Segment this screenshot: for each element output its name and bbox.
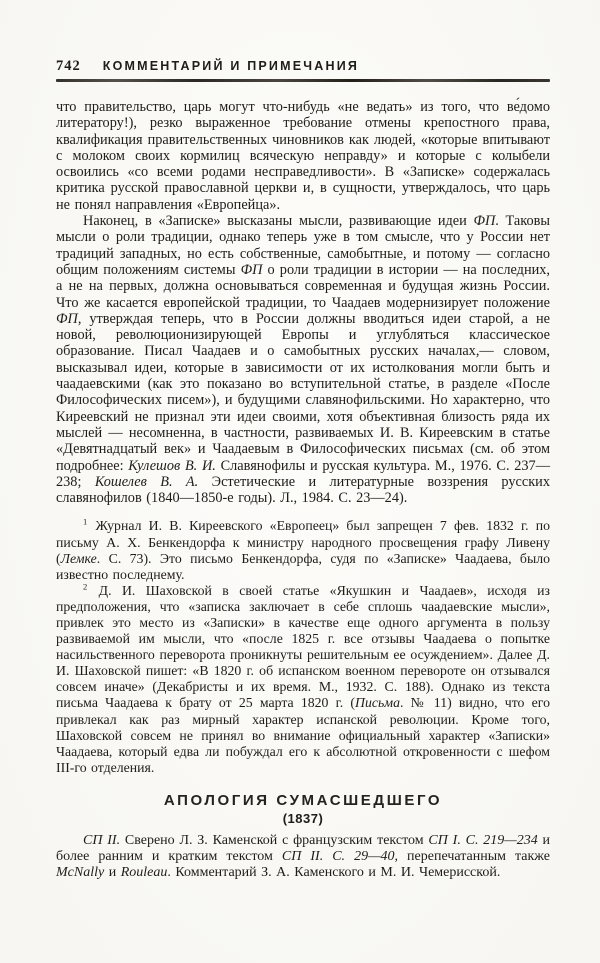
running-title: КОММЕНТАРИЙ И ПРИМЕЧАНИЯ <box>102 59 360 73</box>
section-year: (1837) <box>282 810 324 826</box>
page-number: 742 <box>56 58 81 74</box>
text-block <box>56 99 550 882</box>
section-title: АПОЛОГИЯ СУМАСШЕДШЕГО <box>163 791 443 809</box>
running-head <box>56 58 550 75</box>
footnote-1: $^1$ Журнал И. В. Киреевского «Европеец» был запрещен 7 фев. 1832 г. по письму А. Х. Бенкендорфа к министру народного просвещения графу Ливену (Лемке. С. 73). Это письмо Бенкендорфа, судя по «Записке» Чаадаева, было известно последнему. <box>56 516 550 582</box>
header-rule <box>56 79 550 82</box>
section-paragraph: СП II. Сверено Л. З. Каменской с французским текстом СП I. С. 219—234 и более ранним и кратким текстом СП II. С. 29—40, перепечатанным также McNally и Rouleau. Комментарий З. А. Каменского и М. И. Чемерисской. <box>56 832 550 881</box>
body-paragraph: что правительство, царь могут что-нибудь «не ведать» из того, что ве́домо литератору!), резко выраженное требование отмены крепостного права, квалификация правительственных чиновников как людей, «которые впитывают с молоком своих кормилиц всяческую неправду» и которые с колыбели освоились «со всеми родами несправедливости». В «Записке» содержалась критика русской православной церкви и, в сущности, утверждалось, что царь не понял направления «Европейца». <box>56 99 550 213</box>
footnotes-block <box>56 518 550 776</box>
body-paragraph: Наконец, в «Записке» высказаны мысли, развивающие идеи ФП. Таковы мысли о роли традиции, однако теперь уже в том смысле, что у России нет традиций западных, но есть собственные, самобытные, и потому — согласно общим положениям системы ФП о роли традиции в истории — на последних, а не на первых, должна основываться современная и будущая жизнь России. Что же касается европейской традиции, то Чаадаев модернизирует положение ФП, утверждая теперь, что в России должны вводиться идеи старой, а не новой, революционизирующей Европы и углубляться классическое образование. Писал Чаадаев и о самобытных русских началах,— словом, высказывал идеи, которые в зависимости от их истолкования могли быть и чаадаевскими (как это показано во вступительной статье, в разделе «После Философических писем»), и будущими славянофильскими. Но характерно, что Киреевский не признал эти идеи своими, хотя объективная близость ряда их мыслей — несомненна, в частности, развиваемых И. В. Киреевским в статье «Девятнадцатый век» и Чаадаевым в Философических письмах (см. об этом подробнее: Кулешов В. И. Славянофилы и русская культура. М., 1976. С. 237—238; Кошелев В. А. Эстетические и литературные воззрения русских славянофилов (1840—1850-е годы). Л., 1984. С. 23—24). <box>56 213 550 507</box>
footnote-2: $^2$ Д. И. Шаховской в своей статье «Якушкин и Чаадаев», исходя из предположения, что «записка заключает в себе сплошь чаадаевские мысли», привлек это место из «Записки» в качестве еще одного аргумента в пользу развиваемой им мысли, что «после 1825 г. все отзывы Чаадаева о попытке насильственного переворота проникнуты решительным ее осуждением». Далее Д. И. Шаховской пишет: «В 1820 г. об испанском военном перевороте он отзывался совсем иначе» (Декабристы и их время. М., 1932. С. 188). Однако из текста письма Чаадаева к брату от 25 марта 1820 г. (Письма. № 11) видно, что его привлекал как раз мирный характер испанской революции. Кроме того, Шаховской совсем не принял во внимание официальный характер «Записки» Чаадаева, который едва ли побуждал его к абсолютной откровенности с шефом III-го отделения. <box>56 581 550 775</box>
